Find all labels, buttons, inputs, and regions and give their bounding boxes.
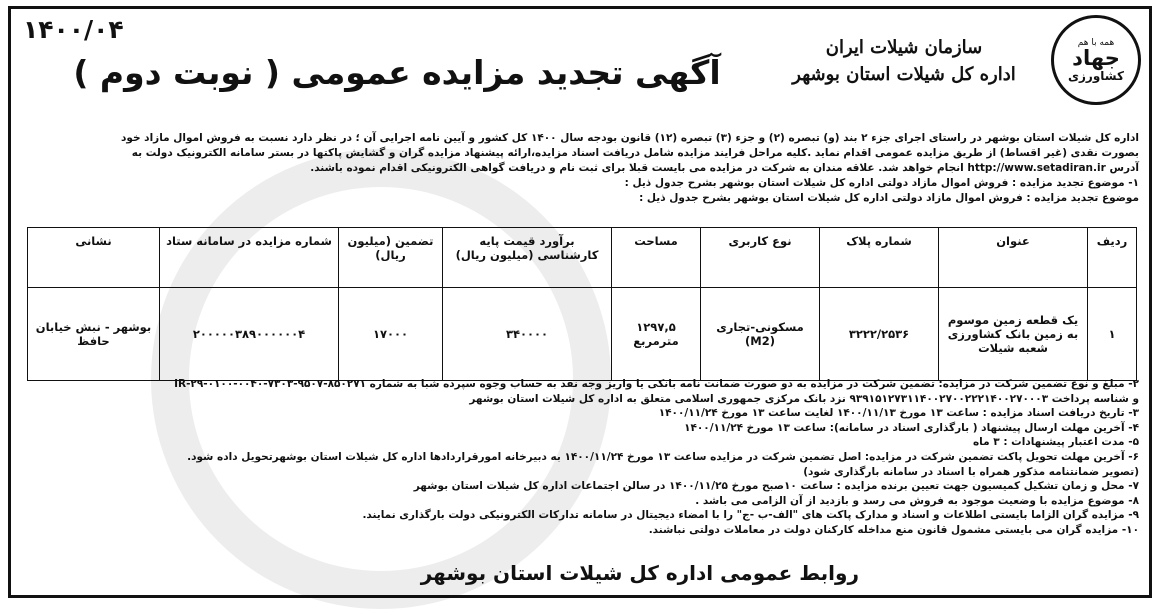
terms-line: ۳- تاریخ دریافت اسناد مزایده : ساعت ۱۳ مورخ ۱۴۰۰/۱۱/۱۳ لغایت ساعت ۱۳ مورخ ۱۴۰۰/۱۱/۲۴ xyxy=(658,407,1139,420)
header-row-number: ردیف xyxy=(1088,228,1137,288)
header-plate-number: شماره پلاک xyxy=(820,228,939,288)
auction-table xyxy=(27,227,1137,381)
header-auction-number: شماره مزایده در سامانه ستاد xyxy=(160,228,339,288)
logo-main-text: جهاد xyxy=(1072,45,1120,70)
notice-header xyxy=(11,9,1149,127)
cell-area: ۱۲۹۷,۵ مترمربع xyxy=(612,288,701,381)
header-usage-type: نوع کاربری xyxy=(701,228,820,288)
terms-line: و شناسه پرداخت ۹۳۹۱۵۱۲۷۳۱۱۴۰۰۲۷۰۰۲۲۲۱۴۰۰۲۷۰۰۰۳ نزد بانک مرکزی جمهوری اسلامی متعلق به اداره کل شیلات استان بوشهر xyxy=(469,392,1139,405)
header-area: مساحت xyxy=(612,228,701,288)
notice-page xyxy=(8,6,1152,598)
cell-base-price: ۳۴۰۰۰۰ xyxy=(443,288,612,381)
terms-line: ۶- آخرین مهلت تحویل پاکت تضمین شرکت در مزایده: اصل تضمین شرکت در مزایده ساعت ۱۳ مورخ ۱۴۰۰/۱۱/۲۴ به دبیرخانه امورقراردادها اداره کل شیلات استان بوشهرتحویل داده شود. xyxy=(187,450,1139,463)
intro-line: آدرس http://www.setadiran.ir انجام خواهد شد. علاقه مندان به شرکت در مزایده می بایست قبلا برای ثبت نام و دریافت گواهی الکترونیکی اقدام نموده باشند. xyxy=(310,162,1139,174)
organization-name xyxy=(769,37,1039,85)
cell-row-number: ۱ xyxy=(1088,288,1137,381)
header-address: نشانی xyxy=(28,228,160,288)
logo-top-text: همه با هم xyxy=(1077,37,1115,48)
header-guarantee: تضمین (میلیون ریال) xyxy=(339,228,443,288)
jihad-keshavarzi-logo xyxy=(1051,15,1141,105)
logo-bottom-text: کشاورزی xyxy=(1068,68,1124,83)
intro-text xyxy=(19,131,1139,206)
terms-line: ۷- محل و زمان تشکیل کمیسیون جهت تعیین برنده مزایده : ساعت ۱۰صبح مورخ ۱۴۰۰/۱۱/۲۵ در سالن اجتماعات اداره کل شیلات استان بوشهر xyxy=(413,480,1139,493)
notice-date: ۱۴۰۰/۰۴ xyxy=(23,15,124,44)
organization-line-1: سازمان شیلات ایران xyxy=(825,37,983,58)
cell-auction-number: ۲۰۰۰۰۰۳۸۹۰۰۰۰۰۰۴ xyxy=(160,288,339,381)
terms-line: ۸- موضوع مزایده با وضعیت موجود به فروش می رسد و بازدید از آن الزامی می باشد . xyxy=(695,494,1139,507)
cell-guarantee: ۱۷۰۰۰ xyxy=(339,288,443,381)
terms-line: ۱۰- مزایده گران می بایستی مشمول قانون منع مداخله کارکنان دولت در معاملات دولتی نباشند. xyxy=(648,523,1139,536)
terms-line: ۲- مبلغ و نوع تضمین شرکت در مزایده: تضمین شرکت در مزایده به دو صورت ضمانت نامه بانکی یا واریز وجه نقد به حساب وجوه سپرده شبا به شماره IR-۲۹-۰۱۰۰-۰۰۴۰-۷۳۰۳-۹۵۰۷-۸۵۰۲۷۱ xyxy=(174,378,1139,390)
intro-line: اداره کل شیلات استان بوشهر در راستای اجرای جزء ۲ بند (و) تبصره (۲) و جزء (۳) تبصره (۱۲) قانون بودجه سال ۱۴۰۰ کل کشور و آیین نامه اجرایی آن ؛ در نظر دارد نسبت به فروش اموال مازاد خود xyxy=(120,132,1139,144)
intro-line: ۱- موضوع تجدید مزایده : فروش اموال مازاد دولتی اداره کل شیلات استان بوشهر بشرح جدول ذیل : xyxy=(624,177,1139,189)
cell-title: یک قطعه زمین موسوم به زمین بانک کشاورزی شعبه شیلات xyxy=(939,288,1088,381)
header-base-price: برآورد قیمت پایه کارشناسی (میلیون ریال) xyxy=(443,228,612,288)
terms-line: ۵- مدت اعتبار پیشنهادات : ۳ ماه xyxy=(972,436,1139,449)
intro-line: موضوع تجدید مزایده : فروش اموال مازاد دولتی اداره کل شیلات استان بوشهر بشرح جدول ذیل : xyxy=(639,192,1139,204)
cell-address: بوشهر - نبش خیابان حافظ xyxy=(28,288,160,381)
cell-usage-type: مسکونی-تجاری (M2) xyxy=(701,288,820,381)
organization-line-2: اداره کل شیلات استان بوشهر xyxy=(792,64,1016,85)
table-header-row xyxy=(28,228,1137,288)
footer-signature: روابط عمومی اداره کل شیلات استان بوشهر xyxy=(420,561,859,585)
cell-plate-number: ۳۲۲۲/۲۵۳۶ xyxy=(820,288,939,381)
header-title: عنوان xyxy=(939,228,1088,288)
terms-line: ۴- آخرین مهلت ارسال پیشنهاد ( بارگذاری اسناد در سامانه): ساعت ۱۳ مورخ ۱۴۰۰/۱۱/۲۴ xyxy=(684,421,1139,434)
terms-list xyxy=(19,377,1139,538)
intro-line: بصورت نقدی (غیر اقساط) از طریق مزایده عمومی اقدام نماید .کلیه مراحل فرایند مزایده شامل دریافت اسناد مزایده،ارائه پیشنهاد مزایده گران و گشایش پاکتها در بستر سامانه الکترونیک دولت به xyxy=(131,147,1139,159)
terms-line: ۹- مزایده گران الزاما بایستی اطلاعات و اسناد و مدارک پاکت های "الف-ب -ج" را با امضاء دیجیتال در سامانه تدارکات الکترونیکی دولت بارگذاری نمایند. xyxy=(362,509,1139,522)
terms-line: (تصویر ضمانتنامه مذکور همراه با اسناد در سامانه بارگذاری شود) xyxy=(803,465,1139,478)
notice-title: آگهی تجدید مزایده عمومی ( نوبت دوم ) xyxy=(73,53,721,92)
table-row xyxy=(28,288,1137,381)
